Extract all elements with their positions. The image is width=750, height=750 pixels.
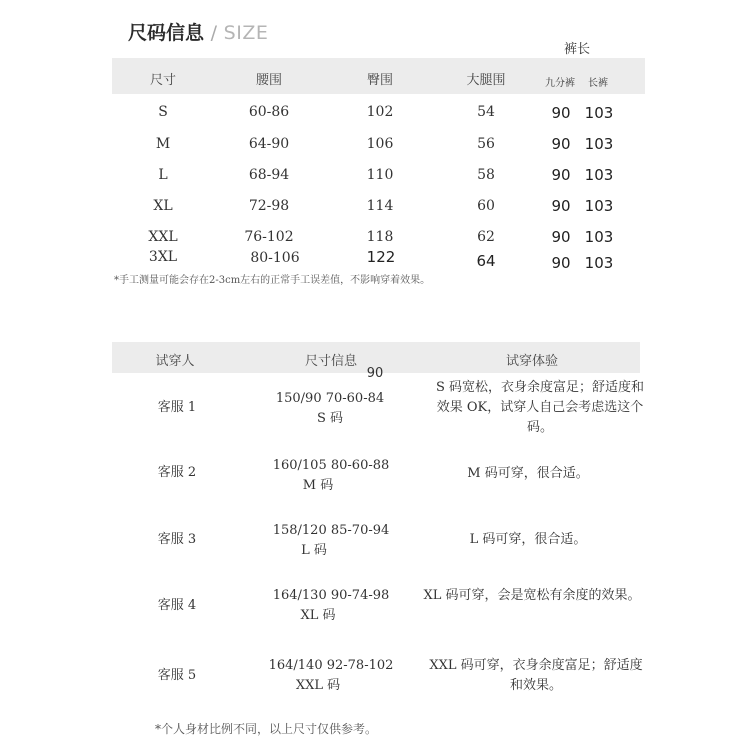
stray-value: 90 xyxy=(366,366,384,381)
cell-long: 103 xyxy=(584,228,614,246)
cell-size: M xyxy=(155,136,171,152)
cell-size-info: 164/130 90-74-98 xyxy=(272,588,390,603)
cell-thigh: 58 xyxy=(477,167,495,183)
cell-person: 客服 5 xyxy=(157,668,197,683)
header-long-pants: 长裤 xyxy=(588,78,608,89)
header-hip: 臀围 xyxy=(366,73,394,88)
cell-size: 3XL xyxy=(148,249,178,265)
cell-experience: L 码可穿，很合适。 xyxy=(469,532,587,547)
cell-long: 103 xyxy=(584,254,614,272)
cell-size-label: S 码 xyxy=(316,411,344,426)
size-note: *手工测量可能会存在2-3cm左右的正常手工误差值，不影响穿着效果。 xyxy=(114,275,431,286)
cell-hip: 106 xyxy=(366,136,394,152)
cell-size: XXL xyxy=(148,229,178,245)
cell-thigh: 64 xyxy=(476,252,496,270)
cell-waist: 72-98 xyxy=(248,198,290,214)
cell-waist: 68-94 xyxy=(248,167,290,183)
header-person: 试穿人 xyxy=(155,354,195,369)
cell-long: 103 xyxy=(584,166,614,184)
cell-size: XL xyxy=(153,198,173,214)
cell-waist: 76-102 xyxy=(244,229,294,245)
header-experience: 试穿体验 xyxy=(505,354,559,369)
cell-crop: 90 xyxy=(551,197,571,215)
cell-thigh: 54 xyxy=(477,104,495,120)
title-english: SIZE xyxy=(223,22,269,44)
cell-hip: 118 xyxy=(366,229,394,245)
cell-hip: 110 xyxy=(366,167,394,183)
cell-size-label: M 码 xyxy=(302,478,334,493)
cell-size-label: XXL 码 xyxy=(295,678,341,693)
header-waist: 腰围 xyxy=(255,73,283,88)
cell-crop: 90 xyxy=(551,228,571,246)
header-thigh: 大腿围 xyxy=(466,73,506,88)
title-main: 尺码信息 xyxy=(128,22,205,44)
cell-size-label: XL 码 xyxy=(300,608,336,623)
cell-size-info: 160/105 80-60-88 xyxy=(272,458,390,473)
cell-crop: 90 xyxy=(551,254,571,272)
cell-crop: 90 xyxy=(551,135,571,153)
cell-person: 客服 3 xyxy=(157,532,197,547)
cell-hip: 102 xyxy=(366,104,394,120)
cell-experience: XXL 码可穿，衣身余度富足；舒适度和效果。 xyxy=(429,658,643,693)
header-size-info: 尺寸信息 xyxy=(304,354,358,369)
cell-waist: 64-90 xyxy=(248,136,290,152)
title-separator: / xyxy=(210,22,218,44)
cell-size: S xyxy=(158,104,168,120)
cell-hip: 122 xyxy=(366,248,396,266)
cell-hip: 114 xyxy=(366,198,394,214)
tryon-note: *个人身材比例不同，以上尺寸仅供参考。 xyxy=(154,722,378,736)
cell-waist: 60-86 xyxy=(248,104,290,120)
cell-person: 客服 4 xyxy=(157,598,197,613)
cell-experience: M 码可穿，很合适。 xyxy=(467,466,589,481)
cell-experience: S 码宽松，衣身余度富足；舒适度和效果 OK，试穿人自己会考虑选这个码。 xyxy=(435,380,645,435)
cell-size-info: 150/90 70-60-84 xyxy=(275,391,385,406)
length-group-header: 裤长 xyxy=(563,42,591,57)
page-title xyxy=(128,18,268,45)
cell-long: 103 xyxy=(584,135,614,153)
cell-thigh: 56 xyxy=(477,136,495,152)
cell-waist: 80-106 xyxy=(250,250,300,266)
cell-thigh: 60 xyxy=(477,198,495,214)
cell-person: 客服 1 xyxy=(157,400,197,415)
header-size: 尺寸 xyxy=(149,73,177,88)
header-crop-pants: 九分裤 xyxy=(545,78,575,89)
cell-long: 103 xyxy=(584,104,614,122)
cell-crop: 90 xyxy=(551,104,571,122)
cell-experience: XL 码可穿，会是宽松有余度的效果。 xyxy=(423,588,641,603)
cell-size-info: 158/120 85-70-94 xyxy=(272,523,390,538)
cell-size-label: L 码 xyxy=(301,543,327,558)
cell-size-info: 164/140 92-78-102 xyxy=(268,658,394,673)
cell-long: 103 xyxy=(584,197,614,215)
cell-size: L xyxy=(158,167,168,183)
cell-crop: 90 xyxy=(551,166,571,184)
cell-person: 客服 2 xyxy=(157,465,197,480)
cell-thigh: 62 xyxy=(477,229,495,245)
